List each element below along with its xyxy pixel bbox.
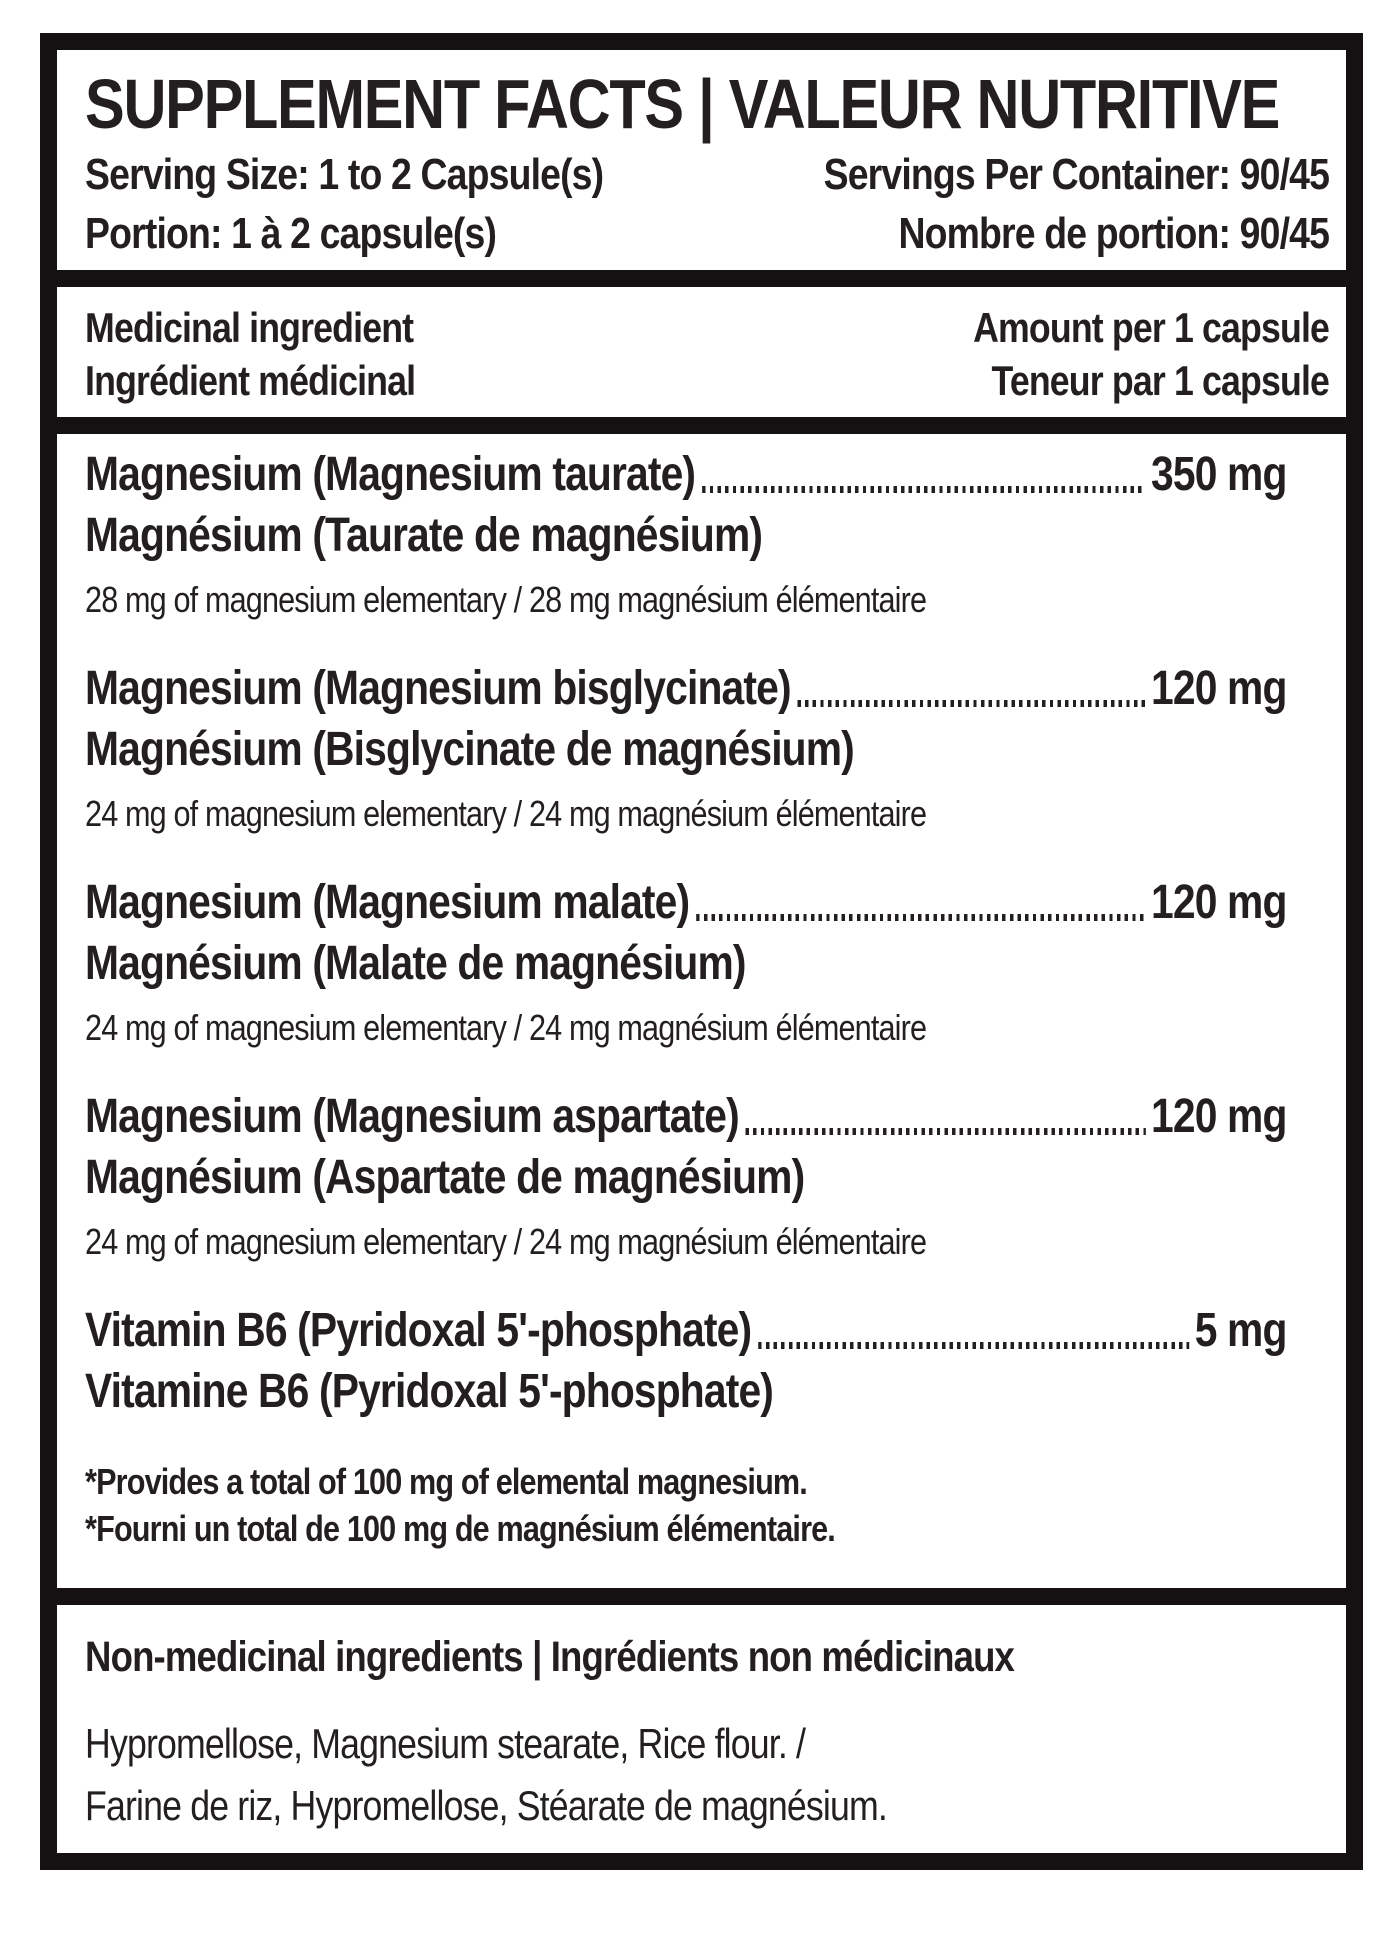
supplement-facts-label [40,33,1363,1870]
title-section [57,50,1346,270]
footnotes [85,1458,1329,1552]
ingredient-amount: 120 mg [1151,876,1287,929]
ingredient-note: 24 mg of magnesium elementary / 24 mg magnésium élémentaire [85,1221,927,1262]
leader-dots [758,1342,1190,1349]
ingredient-note: 28 mg of magnesium elementary / 28 mg magnésium élémentaire [85,579,927,620]
column-amount [973,301,1329,407]
ingredient-amount: 120 mg [1151,1090,1287,1143]
ingredient-name-fr: Magnésium (Malate de magnésium) [85,937,746,990]
ingredients-section [57,434,1346,1588]
non-medicinal-line-1: Hypromellose, Magnesium stearate, Rice flour. / [85,1720,806,1767]
ingredient-name-fr: Magnésium (Taurate de magnésium) [85,509,763,562]
leader-dots [746,1128,1146,1135]
ingredient-row [85,1086,1329,1264]
footnote-en: *Provides a total of 100 mg of elemental magnesium. [85,1461,807,1502]
ingredient-amount: 5 mg [1194,1304,1287,1357]
ingredient-name-fr: Magnésium (Bisglycinate de magnésium) [85,723,854,776]
column-amount-fr: Teneur par 1 capsule [991,357,1330,404]
ingredient-name-fr: Vitamine B6 (Pyridoxal 5'-phosphate) [85,1365,774,1418]
non-medicinal-section [57,1605,1346,1853]
leader-dots [702,486,1146,493]
ingredient-name-en: Magnesium (Magnesium bisglycinate) [85,662,791,715]
ingredient-amount: 120 mg [1151,662,1287,715]
leader-dots [797,700,1145,707]
label-title: SUPPLEMENT FACTS | VALEUR NUTRITIVE [85,65,1280,143]
ingredient-amount: 350 mg [1151,448,1287,501]
column-ingredient [85,301,415,407]
ingredient-name-en: Magnesium (Magnesium malate) [85,876,690,929]
column-ingredient-en: Medicinal ingredient [85,304,414,351]
column-amount-en: Amount per 1 capsule [973,304,1330,351]
servings-per-container-en: Servings Per Container: 90/45 [823,150,1330,199]
ingredient-name-en: Magnesium (Magnesium taurate) [85,448,696,501]
ingredient-name-en: Magnesium (Magnesium aspartate) [85,1090,739,1143]
leader-dots [696,914,1146,921]
non-medicinal-header: Non-medicinal ingredients | Ingrédients non médicinaux [85,1633,1015,1681]
serving-size-fr: Portion: 1 à 2 capsule(s) [85,209,497,258]
ingredient-name-en: Vitamin B6 (Pyridoxal 5'-phosphate) [85,1304,752,1357]
ingredient-note: 24 mg of magnesium elementary / 24 mg magnésium élémentaire [85,1007,927,1048]
ingredient-name-fr: Magnésium (Aspartate de magnésium) [85,1151,805,1204]
serving-size-en: Serving Size: 1 to 2 Capsule(s) [85,150,604,199]
ingredient-row [85,1300,1329,1422]
ingredient-row [85,444,1329,622]
columns-section [57,287,1346,417]
footnote-fr: *Fourni un total de 100 mg de magnésium élémentaire. [85,1508,835,1549]
ingredient-row [85,872,1329,1050]
ingredient-row [85,658,1329,836]
servings-per-container-fr: Nombre de portion: 90/45 [898,209,1330,258]
non-medicinal-line-2: Farine de riz, Hypromellose, Stéarate de magnésium. [85,1782,887,1829]
column-ingredient-fr: Ingrédient médicinal [85,357,416,404]
ingredient-note: 24 mg of magnesium elementary / 24 mg magnésium élémentaire [85,793,927,834]
